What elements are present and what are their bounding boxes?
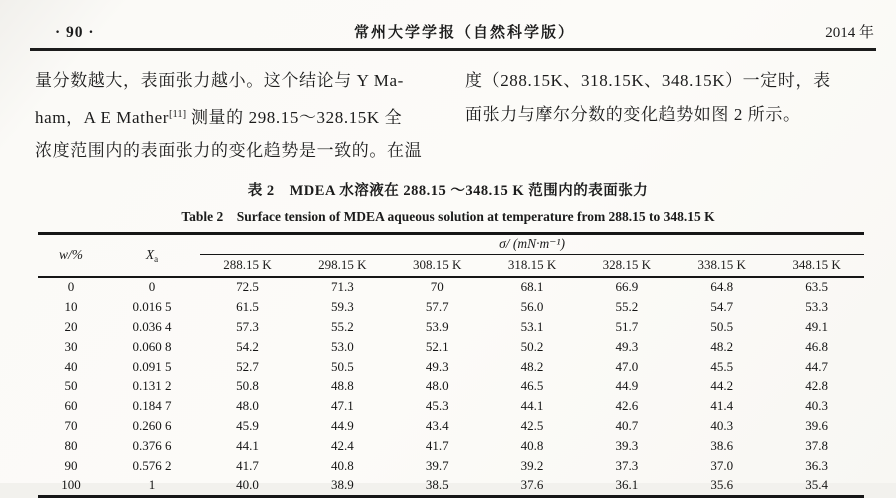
- table-cell: 53.3: [769, 297, 864, 317]
- body-text-columns: [0, 51, 896, 168]
- table-cell: 10: [38, 297, 104, 317]
- table-cell: 36.3: [769, 456, 864, 476]
- table-cell: 40.3: [674, 416, 769, 436]
- table-cell: 35.6: [674, 475, 769, 496]
- table-cell: 0.016 5: [104, 297, 200, 317]
- table-caption-en: Table 2 Surface tension of MDEA aqueous solution at temperature from 288.15 to 348.15 K: [0, 205, 896, 225]
- table-cell: 44.9: [295, 416, 390, 436]
- table-caption-zh: 表 2 MDEA 水溶液在 288.15 ～348.15 K 范围内的表面张力: [0, 179, 896, 200]
- table-cell: 38.6: [674, 436, 769, 456]
- table-cell: 47.0: [579, 357, 674, 377]
- table-cell: 57.7: [390, 297, 485, 317]
- table-cell: 39.2: [485, 456, 580, 476]
- table-cell: 44.2: [674, 376, 769, 396]
- col-header-temp-308: 308.15 K: [390, 254, 485, 277]
- table-cell: 43.4: [390, 416, 485, 436]
- table-row: [38, 317, 864, 337]
- table-cell: 53.9: [390, 317, 485, 337]
- table-cell: 0.376 6: [104, 436, 200, 456]
- table-cell: 53.1: [485, 317, 580, 337]
- table-cell: 50.2: [485, 337, 580, 357]
- table-cell: 40: [38, 357, 104, 377]
- left-line-2-cont: 测量的 298.15～328.15K 全: [186, 108, 402, 127]
- table-cell: 55.2: [579, 297, 674, 317]
- table-cell: 0.091 5: [104, 357, 200, 377]
- table-cell: 44.1: [200, 436, 295, 456]
- table-cell: 0: [104, 277, 200, 298]
- table-cell: 48.2: [674, 337, 769, 357]
- table-cell: 30: [38, 337, 104, 357]
- citation-ref-11: [11]: [169, 109, 186, 120]
- table-cell: 46.5: [485, 376, 580, 396]
- table-cell: 44.7: [769, 357, 864, 377]
- table-cell: 42.8: [769, 376, 864, 396]
- table-row: [38, 277, 864, 298]
- table-row: [38, 475, 864, 496]
- right-line-1: 度（288.15K、318.15K、348.15K）一定时，表: [465, 71, 831, 90]
- table-cell: 49.1: [769, 317, 864, 337]
- table-cell: 41.4: [674, 396, 769, 416]
- col-header-temp-318: 318.15 K: [485, 254, 580, 277]
- table-cell: 36.1: [579, 475, 674, 496]
- table-cell: 60: [38, 396, 104, 416]
- paragraph-right-column: [465, 64, 876, 168]
- table-cell: 46.8: [769, 337, 864, 357]
- journal-year: 2014 年: [744, 21, 874, 42]
- col-header-mole-fraction: [104, 233, 200, 277]
- table-row: [38, 297, 864, 317]
- table-cell: 42.6: [579, 396, 674, 416]
- table-cell: 54.7: [674, 297, 769, 317]
- right-line-2: 面张力与摩尔分数的变化趋势如图 2 所示。: [465, 105, 801, 124]
- table-body: [38, 277, 864, 497]
- table-cell: 55.2: [295, 317, 390, 337]
- table-cell: 50: [38, 376, 104, 396]
- table-cell: 53.0: [295, 337, 390, 357]
- table-cell: 68.1: [485, 277, 580, 298]
- table-cell: 66.9: [579, 277, 674, 298]
- table-cell: 39.6: [769, 416, 864, 436]
- table-cell: 44.1: [485, 396, 580, 416]
- table-cell: 48.8: [295, 376, 390, 396]
- table-cell: 72.5: [200, 277, 295, 298]
- table-row: [38, 456, 864, 476]
- table-cell: 61.5: [200, 297, 295, 317]
- table-cell: 80: [38, 436, 104, 456]
- table-captions: [0, 179, 896, 225]
- left-line-1: 量分数越大，表面张力越小。这个结论与 Y Ma-: [35, 71, 404, 90]
- mole-fraction-subscript: a: [154, 254, 158, 264]
- table-cell: 0.131 2: [104, 376, 200, 396]
- left-line-2: ham，A E Mather: [35, 108, 169, 127]
- table-cell: 42.4: [295, 436, 390, 456]
- table-cell: 0: [38, 277, 104, 298]
- table-cell: 38.9: [295, 475, 390, 496]
- table-cell: 41.7: [390, 436, 485, 456]
- table-cell: 59.3: [295, 297, 390, 317]
- col-header-temp-338: 338.15 K: [674, 254, 769, 277]
- table-cell: 56.0: [485, 297, 580, 317]
- table-cell: 37.0: [674, 456, 769, 476]
- col-header-temp-348: 348.15 K: [769, 254, 864, 277]
- table-cell: 45.5: [674, 357, 769, 377]
- table-cell: 45.3: [390, 396, 485, 416]
- table-cell: 52.1: [390, 337, 485, 357]
- table-row: [38, 436, 864, 456]
- table-cell: 20: [38, 317, 104, 337]
- table-cell: 90: [38, 456, 104, 476]
- col-header-temp-298: 298.15 K: [295, 254, 390, 277]
- col-header-mass-fraction: w/%: [38, 233, 104, 277]
- table-cell: 47.1: [295, 396, 390, 416]
- table-cell: 49.3: [579, 337, 674, 357]
- table-row: [38, 357, 864, 377]
- col-header-temp-288: 288.15 K: [200, 254, 295, 277]
- surface-tension-table: [38, 232, 864, 498]
- col-header-surface-tension: σ/ (mN·m⁻¹): [200, 233, 864, 254]
- mole-fraction-symbol: X: [146, 247, 154, 262]
- col-header-temp-328: 328.15 K: [579, 254, 674, 277]
- table-cell: 40.8: [485, 436, 580, 456]
- table-cell: 100: [38, 475, 104, 496]
- table-cell: 0.036 4: [104, 317, 200, 337]
- table-cell: 40.7: [579, 416, 674, 436]
- table-cell: 1: [104, 475, 200, 496]
- table-cell: 0.576 2: [104, 456, 200, 476]
- table-cell: 48.0: [200, 396, 295, 416]
- left-line-3: 浓度范围内的表面张力的变化趋势是一致的。在温: [35, 141, 422, 160]
- table-row: [38, 396, 864, 416]
- table-cell: 52.7: [200, 357, 295, 377]
- table-cell: 38.5: [390, 475, 485, 496]
- table-cell: 40.8: [295, 456, 390, 476]
- table-row: [38, 416, 864, 436]
- table-cell: 48.0: [390, 376, 485, 396]
- table-cell: 37.8: [769, 436, 864, 456]
- page-number: · 90 ·: [55, 24, 185, 42]
- table-cell: 40.0: [200, 475, 295, 496]
- table-cell: 40.3: [769, 396, 864, 416]
- table-cell: 64.8: [674, 277, 769, 298]
- table-cell: 35.4: [769, 475, 864, 496]
- table-cell: 50.5: [674, 317, 769, 337]
- table-cell: 70: [390, 277, 485, 298]
- table-cell: 51.7: [579, 317, 674, 337]
- paragraph-left-column: [35, 64, 443, 168]
- table-cell: 48.2: [485, 357, 580, 377]
- table-cell: 37.6: [485, 475, 580, 496]
- table-cell: 44.9: [579, 376, 674, 396]
- table-cell: 39.7: [390, 456, 485, 476]
- table-cell: 50.8: [200, 376, 295, 396]
- journal-title: 常州大学学报（自然科学版）: [185, 21, 744, 42]
- running-head: [0, 0, 896, 42]
- table-cell: 0.184 7: [104, 396, 200, 416]
- table-cell: 39.3: [579, 436, 674, 456]
- table-cell: 63.5: [769, 277, 864, 298]
- table-cell: 0.260 6: [104, 416, 200, 436]
- table-cell: 49.3: [390, 357, 485, 377]
- table-cell: 42.5: [485, 416, 580, 436]
- table-cell: 37.3: [579, 456, 674, 476]
- table-cell: 0.060 8: [104, 337, 200, 357]
- table-cell: 57.3: [200, 317, 295, 337]
- table-cell: 54.2: [200, 337, 295, 357]
- table-cell: 50.5: [295, 357, 390, 377]
- table-cell: 71.3: [295, 277, 390, 298]
- table-cell: 41.7: [200, 456, 295, 476]
- table-row: [38, 337, 864, 357]
- table-cell: 45.9: [200, 416, 295, 436]
- table-row: [38, 376, 864, 396]
- table-cell: 70: [38, 416, 104, 436]
